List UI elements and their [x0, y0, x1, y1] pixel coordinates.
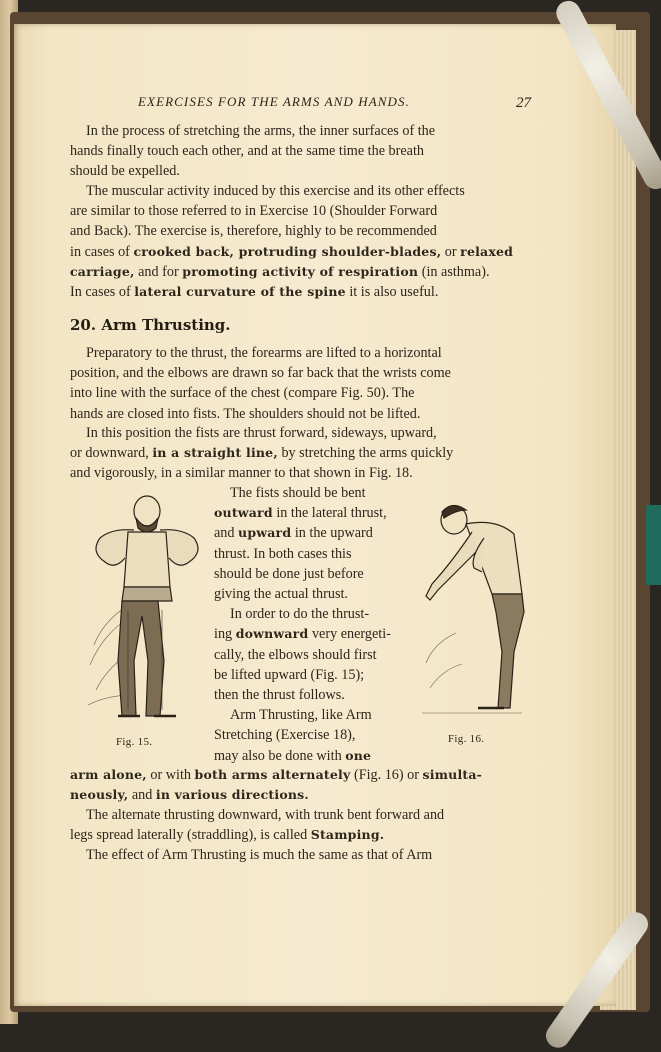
- text-line: thrust. In both cases this: [214, 545, 352, 562]
- bold-term: in various directions.: [155, 787, 309, 803]
- text-line: and upward in the upward: [214, 525, 373, 542]
- bold-term: outward: [214, 505, 273, 521]
- bold-term: lateral curvature of the spine: [134, 284, 346, 300]
- text-line: In this position the fists are thrust forward, sideways, upward,: [86, 425, 437, 441]
- figure-text-column: [214, 483, 410, 766]
- text-line: ing downward very energeti-: [214, 626, 391, 643]
- text-line: and vigorously, in a similar manner to that shown in Fig. 18.: [70, 465, 413, 482]
- bold-term: both arms alternately: [194, 767, 351, 782]
- bold-term: crooked back, protruding shoulder-blades,: [133, 243, 442, 259]
- green-bookmark-tab: [646, 505, 661, 585]
- text-line: carriage, and for promoting activity of respiration (in asthma).: [70, 263, 490, 280]
- figure-16-caption: Fig. 16.: [448, 733, 485, 745]
- page-number: 27: [516, 95, 531, 111]
- bold-term: upward: [238, 525, 292, 541]
- text-line: hands finally touch each other, and at the same time the breath: [70, 143, 424, 160]
- text-line: position, and the elbows are drawn so far back that the wrists come: [70, 365, 451, 382]
- text-line: In order to do the thrust-: [230, 606, 370, 623]
- paragraph-stretching: [70, 121, 534, 182]
- text-line: legs spread laterally (straddling), is called Stamping.: [70, 827, 385, 844]
- bold-term: in a straight line,: [152, 445, 278, 461]
- paragraph-effect: [70, 845, 534, 865]
- text-line: The alternate thrusting downward, with trunk bent forward and: [86, 807, 445, 823]
- text-line: The effect of Arm Thrusting is much the same as that of Arm: [86, 847, 433, 863]
- text-line: may also be done with one: [214, 747, 372, 764]
- bold-term: relaxed: [460, 243, 514, 259]
- text-line: outward in the lateral thrust,: [214, 505, 387, 522]
- text-line: cally, the elbows should first: [214, 646, 377, 663]
- text-line: In cases of lateral curvature of the spine it is also useful.: [70, 284, 439, 301]
- bold-term: neously,: [70, 787, 129, 803]
- text-line: In the process of stretching the arms, the inner surfaces of the: [86, 123, 436, 139]
- text-line: in cases of crooked back, protruding shoulder-blades, or relaxed: [70, 243, 514, 260]
- bold-term: arm alone,: [70, 767, 147, 782]
- bold-term: simulta-: [422, 767, 483, 782]
- paragraph-one-arm: [70, 765, 534, 805]
- paragraph-position: [70, 423, 534, 484]
- bold-term: downward: [235, 626, 309, 642]
- section-heading: 20. Arm Thrusting.: [70, 316, 231, 334]
- paragraph-stamping: [70, 805, 534, 845]
- text-line: arm alone, or with both arms alternately (Fig. 16) or simulta-: [70, 767, 483, 783]
- text-line: The muscular activity induced by this exercise and its other effects: [86, 183, 465, 199]
- text-line: Stretching (Exercise 18),: [214, 727, 356, 744]
- text-line: Preparatory to the thrust, the forearms are lifted to a horizontal: [86, 345, 442, 361]
- text-line: hands are closed into fists. The shoulders should not be lifted.: [70, 405, 421, 422]
- text-line: and Back). The exercise is, therefore, highly to be recommended: [70, 223, 437, 240]
- bold-term: Stamping.: [310, 827, 385, 843]
- text-line: into line with the surface of the chest (compare Fig. 50). The: [70, 385, 415, 402]
- text-line: are similar to those referred to in Exercise 10 (Shoulder Forward: [70, 203, 438, 220]
- paragraph-preparatory: [70, 343, 534, 424]
- paragraph-effects: [70, 181, 534, 302]
- figure-15-illustration: [84, 490, 214, 740]
- text-line: be lifted upward (Fig. 15);: [214, 666, 365, 683]
- text-line: The fists should be bent: [230, 485, 366, 501]
- bold-term: one: [345, 747, 372, 763]
- running-head: EXERCISES FOR THE ARMS AND HANDS.: [138, 94, 410, 109]
- bold-term: carriage,: [70, 263, 135, 279]
- text-line: then the thrust follows.: [214, 687, 345, 704]
- bold-term: promoting activity of respiration: [182, 263, 419, 279]
- text-line: giving the actual thrust.: [214, 586, 348, 603]
- figure-15-caption: Fig. 15.: [116, 736, 153, 748]
- text-line: should be done just before: [214, 565, 364, 582]
- figure-16-illustration: [416, 498, 532, 728]
- text-line: or downward, in a straight line, by stretching the arms quickly: [70, 445, 454, 462]
- page-header: [0, 94, 661, 114]
- text-line: neously, and in various directions.: [70, 787, 309, 804]
- text-line: should be expelled.: [70, 163, 180, 180]
- text-line: Arm Thrusting, like Arm: [230, 707, 372, 724]
